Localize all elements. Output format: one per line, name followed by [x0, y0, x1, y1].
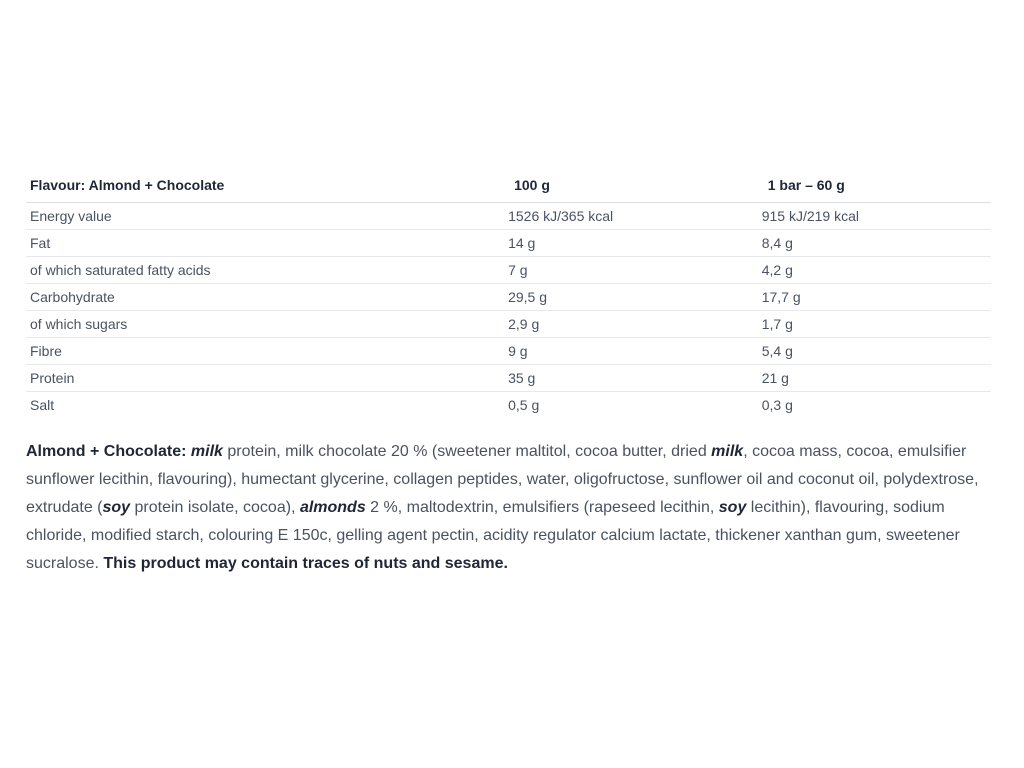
value-per-bar: 5,4 g: [758, 338, 991, 365]
nutrient-name: Salt: [30, 397, 55, 413]
nutrient-name: of which sugars: [26, 311, 504, 338]
allergen-soy: soy: [718, 499, 747, 516]
value-per-bar: 915 kJ/219 kcal: [758, 203, 991, 230]
ingredients-lead: Almond + Chocolate:: [26, 443, 187, 460]
table-row: [26, 284, 991, 311]
value-per-100g: 0,5 g: [508, 397, 540, 413]
ingredients-paragraph: [26, 438, 991, 578]
ingredients-text: protein isolate, cocoa),: [130, 499, 300, 516]
table-row: [26, 365, 991, 392]
table-row: [26, 311, 991, 338]
value-per-100g: 9 g: [504, 338, 758, 365]
value-per-bar: 21 g: [758, 365, 991, 392]
nutrient-name: Fat: [26, 230, 504, 257]
value-per-bar: 8,4 g: [758, 230, 991, 257]
allergen-warning: This product may contain traces of nuts and sesame.: [103, 555, 508, 572]
nutrient-name: Carbohydrate: [26, 284, 504, 311]
value-per-100g: 2,9 g: [504, 311, 758, 338]
ingredients-text: , cocoa mass, cocoa, emulsifier sunflower lecithin, flavouring), humectant glycerine, collagen peptides, water, oligofructose, sunflower oil and coconut oil, polydextrose, extrudate (: [26, 443, 979, 516]
table-row: [26, 230, 991, 257]
header-flavour: Flavour: Almond + Chocolate: [26, 168, 504, 203]
header-per-100g: 100 g: [504, 168, 758, 203]
value-per-bar: 0,3 g: [761, 397, 793, 413]
value-per-100g: 7 g: [504, 257, 758, 284]
value-per-100g: 35 g: [504, 365, 758, 392]
table-row: [26, 338, 991, 365]
nutrient-name: Protein: [26, 365, 504, 392]
allergen-milk: milk: [190, 443, 223, 460]
nutrition-table: [26, 168, 991, 418]
ingredients-text: protein, milk chocolate 20 % (sweetener maltitol, cocoa butter, dried: [222, 443, 712, 460]
nutrient-name: Fibre: [26, 338, 504, 365]
header-per-bar: 1 bar – 60 g: [758, 168, 991, 203]
table-row: [26, 257, 991, 284]
value-per-100g: 29,5 g: [504, 284, 758, 311]
table-header-row: [26, 168, 991, 203]
table-row: [26, 203, 991, 230]
value-per-bar: 1,7 g: [758, 311, 991, 338]
nutrient-name: Energy value: [26, 203, 504, 230]
allergen-almonds: almonds: [299, 499, 366, 516]
allergen-milk: milk: [711, 443, 744, 460]
ingredients-text: lecithin), flavouring, sodium chloride, modified starch, colouring E 150c, gelling agent pectin, acidity regulator calcium lactate, thickener xanthan gum, sweetener sucralose.: [26, 499, 960, 572]
table-row: [26, 392, 991, 419]
value-per-bar: 17,7 g: [758, 284, 991, 311]
value-per-100g: 1526 kJ/365 kcal: [504, 203, 758, 230]
ingredients-text: 2 %, maltodextrin, emulsifiers (rapeseed lecithin,: [365, 499, 719, 516]
nutrient-name: of which saturated fatty acids: [26, 257, 504, 284]
value-per-100g: 14 g: [504, 230, 758, 257]
allergen-soy: soy: [102, 499, 131, 516]
value-per-bar: 4,2 g: [758, 257, 991, 284]
